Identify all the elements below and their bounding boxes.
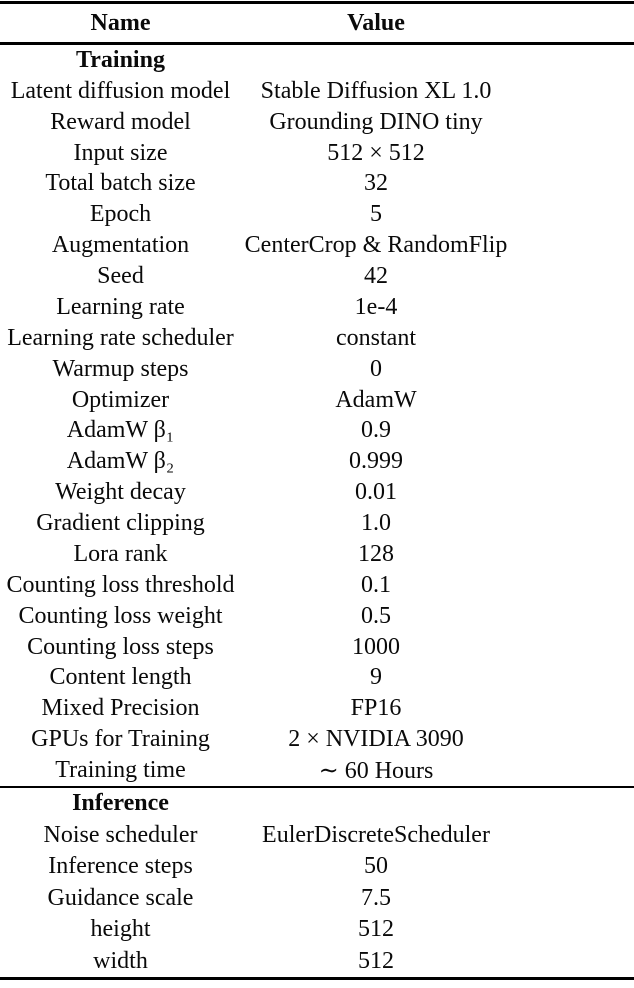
section-title-row: [0, 45, 634, 76]
param-name: Mixed Precision: [41, 695, 200, 722]
table-row: [0, 76, 634, 107]
param-value: 128: [358, 540, 394, 567]
param-name: AdamW β₁: [66, 417, 175, 444]
param-value: 7.5: [361, 884, 391, 911]
param-value: Grounding DINO tiny: [269, 108, 483, 135]
param-name: GPUs for Training: [31, 726, 210, 753]
section-title: Inference: [72, 790, 169, 817]
param-name: Learning rate scheduler: [7, 324, 234, 351]
param-name: Total batch size: [45, 170, 196, 197]
param-value: constant: [336, 324, 416, 351]
section-title: Training: [76, 46, 165, 73]
inference-section: [0, 788, 634, 977]
param-value: 0: [370, 355, 382, 382]
table-row: [0, 508, 634, 539]
param-value: 9: [370, 664, 382, 691]
param-name: Counting loss weight: [18, 602, 223, 629]
param-value: 5: [370, 201, 382, 228]
param-value: 0.9: [361, 417, 391, 444]
table-row: [0, 138, 634, 169]
param-value: CenterCrop & RandomFlip: [244, 232, 508, 259]
param-name: Noise scheduler: [43, 821, 198, 848]
param-name: Warmup steps: [52, 355, 189, 382]
param-value: 0.1: [361, 571, 391, 598]
table-row: [0, 446, 634, 477]
table-row: [0, 199, 634, 230]
param-value: 0.999: [349, 448, 403, 475]
param-value: EulerDiscreteScheduler: [262, 821, 490, 848]
table-row: [0, 851, 634, 883]
param-value: 1000: [352, 633, 400, 660]
table-row: [0, 755, 634, 786]
param-name: Optimizer: [71, 386, 170, 413]
param-name: AdamW β₂: [66, 448, 175, 475]
table-row: [0, 724, 634, 755]
table-row: [0, 539, 634, 570]
param-name: Reward model: [50, 108, 191, 135]
param-name: Weight decay: [55, 479, 186, 506]
param-name: width: [93, 947, 148, 974]
table-header-row: [0, 4, 634, 42]
table-bottom-rule: [0, 977, 634, 980]
table-row: [0, 261, 634, 292]
training-section: [0, 45, 634, 786]
param-value: 2 × NVIDIA 3090: [288, 726, 464, 753]
table-row: [0, 914, 634, 946]
table-row: [0, 416, 634, 447]
column-header-value: Value: [347, 9, 405, 36]
param-name: Inference steps: [48, 853, 193, 880]
param-name: Content length: [49, 664, 192, 691]
param-value: Stable Diffusion XL 1.0: [260, 77, 492, 104]
param-value: 32: [364, 170, 388, 197]
param-name: Learning rate: [56, 293, 185, 320]
param-value: 0.01: [355, 479, 397, 506]
table-row: [0, 820, 634, 852]
table-row: [0, 883, 634, 915]
param-name: Gradient clipping: [36, 510, 205, 537]
param-name: Epoch: [89, 201, 152, 228]
param-value: 50: [364, 853, 388, 880]
table-row: [0, 601, 634, 632]
table-row: [0, 632, 634, 663]
param-value: 42: [364, 263, 388, 290]
param-name: Seed: [97, 263, 144, 290]
table-row: [0, 946, 634, 978]
table-row: [0, 354, 634, 385]
param-value: 0.5: [361, 602, 391, 629]
table-row: [0, 693, 634, 724]
param-value: AdamW: [335, 386, 417, 413]
table-row: [0, 663, 634, 694]
param-value: ∼ 60 Hours: [318, 758, 434, 785]
param-name: Guidance scale: [47, 884, 194, 911]
param-name: Counting loss threshold: [6, 571, 235, 598]
param-name: Lora rank: [73, 540, 168, 567]
param-value: 1.0: [361, 510, 391, 537]
param-name: Latent diffusion model: [10, 77, 231, 104]
param-value: 512: [358, 916, 394, 943]
column-header-name: Name: [90, 9, 151, 36]
section-title-row: [0, 788, 634, 820]
param-value: 512 × 512: [327, 139, 425, 166]
table-row: [0, 323, 634, 354]
param-name: Augmentation: [51, 232, 190, 259]
table-row: [0, 107, 634, 138]
param-name: Input size: [73, 139, 168, 166]
param-name: Counting loss steps: [27, 633, 214, 660]
param-name: Training time: [55, 757, 186, 784]
table-row: [0, 230, 634, 261]
param-name: height: [90, 916, 151, 943]
table-row: [0, 477, 634, 508]
table-row: [0, 169, 634, 200]
table-row: [0, 385, 634, 416]
param-value: 512: [358, 947, 394, 974]
param-value: FP16: [350, 695, 402, 722]
table-row: [0, 570, 634, 601]
param-value: 1e-4: [354, 293, 398, 320]
table-row: [0, 292, 634, 323]
